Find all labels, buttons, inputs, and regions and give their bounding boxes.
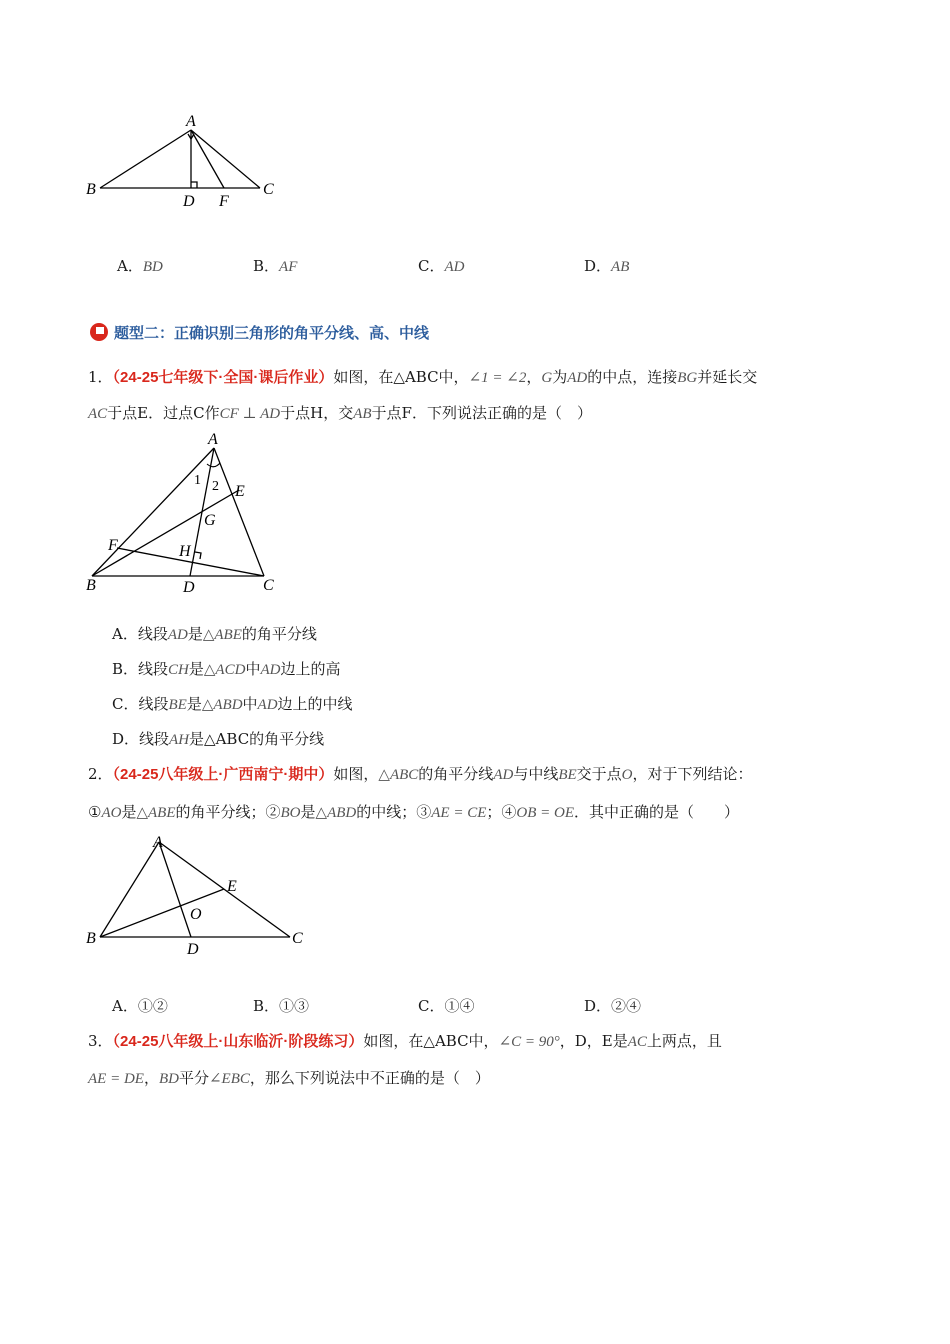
- option-math: △ABD: [201, 697, 243, 713]
- fig3-label-o: O: [190, 906, 202, 923]
- option-text: 边上的中线: [277, 695, 353, 713]
- option-math: AD: [257, 697, 278, 713]
- q2-line-1: [88, 763, 753, 784]
- q2-math: OB = OE: [516, 805, 575, 821]
- fig2-label-g: G: [204, 512, 216, 529]
- fig3-label-e: E: [227, 878, 237, 895]
- q3-source: （24-25八年级上·山东临沂·阶段练习）: [112, 1033, 364, 1050]
- top-option-d[interactable]: [584, 255, 629, 276]
- option-math: △ACD: [203, 662, 246, 678]
- fig1-label-c: C: [263, 181, 274, 198]
- q1-option-a[interactable]: [112, 623, 317, 644]
- fig3-label-c: C: [292, 930, 303, 947]
- q3-math: AE = DE: [88, 1071, 144, 1087]
- q1-number: 1．: [88, 368, 113, 386]
- flag-icon: [90, 323, 108, 341]
- fig1-label-f: F: [219, 193, 229, 210]
- q1-text: 于点F．下列说法正确的是（ ）: [371, 404, 592, 422]
- fig1-label-a: A: [186, 113, 196, 130]
- fig2-label-1: 1: [194, 473, 201, 488]
- q2-math: BE: [558, 767, 577, 783]
- q2-math: O: [621, 767, 633, 783]
- q1-text: 于点H，交: [280, 404, 354, 422]
- q1-option-c[interactable]: [112, 693, 353, 714]
- q3-math: AC: [627, 1034, 647, 1050]
- q2-option-a[interactable]: A．①②: [112, 997, 168, 1015]
- q3-text: ，: [143, 1069, 159, 1087]
- q1-text: 的中点，连接: [587, 368, 678, 386]
- option-text: 中: [242, 695, 258, 713]
- q2-option-c[interactable]: C．①④: [418, 997, 475, 1015]
- q2-text: ，对于下列结论：: [632, 765, 753, 783]
- q1-math: AD: [567, 370, 588, 386]
- fig2-label-d: D: [183, 579, 195, 596]
- q2-text: 的角平分线；②: [175, 803, 281, 821]
- option-value: AB: [611, 259, 630, 275]
- q1-math: ∠1 = ∠2: [468, 370, 527, 386]
- fig2-label-e: E: [235, 483, 245, 500]
- fig2-label-2: 2: [212, 479, 219, 494]
- q1-text: 并延长交: [697, 368, 758, 386]
- q3-text: 平分: [178, 1069, 209, 1087]
- q3-line-1: [88, 1030, 722, 1051]
- fig1-label-b: B: [86, 181, 96, 198]
- option-math: AH: [169, 732, 190, 748]
- q1-math: BG: [677, 370, 698, 386]
- fig1-label-d: D: [183, 193, 195, 210]
- q2-text: 交于点: [576, 765, 622, 783]
- option-value: AD: [444, 259, 465, 275]
- option-text: 的角平分线: [241, 625, 317, 643]
- q2-math: AE = CE: [431, 805, 487, 821]
- option-value: AF: [279, 259, 298, 275]
- q1-source: （24-25七年级下·全国·课后作业）: [112, 369, 334, 386]
- option-label: A．: [117, 257, 143, 275]
- q3-line-2: [88, 1067, 490, 1088]
- q3-math: BD: [158, 1071, 179, 1087]
- section-title: 题型二：正确识别三角形的角平分线、高、中线: [114, 325, 430, 342]
- option-math: AD: [260, 662, 281, 678]
- q3-number: 3．: [88, 1032, 113, 1050]
- q2-number: 2．: [88, 765, 113, 783]
- top-option-b[interactable]: [253, 255, 297, 276]
- q2-option-d[interactable]: D．②④: [584, 997, 642, 1015]
- fig2-label-h: H: [179, 543, 191, 560]
- fig2-label-f: F: [108, 537, 118, 554]
- top-option-a[interactable]: [117, 255, 163, 276]
- q3-math: ∠EBC: [208, 1071, 250, 1087]
- q1-text: 为: [552, 368, 568, 386]
- q1-line-2: [88, 402, 592, 423]
- q1-text: ，: [526, 368, 542, 386]
- option-text: 中: [245, 660, 261, 678]
- q3-text: 如图，在△ABC中，: [363, 1032, 499, 1050]
- option-label: C．: [418, 257, 445, 275]
- q1-option-b[interactable]: [112, 658, 340, 679]
- q2-text: 与中线: [513, 765, 559, 783]
- q2-text: ；④: [486, 803, 517, 821]
- q2-text: 的角平分线: [418, 765, 494, 783]
- q2-math: △ABE: [136, 805, 176, 821]
- fig3-label-b: B: [86, 930, 96, 947]
- q3-text: ，D，E是: [559, 1032, 628, 1050]
- fig2-label-c: C: [263, 577, 274, 594]
- figure-q2: [80, 830, 320, 960]
- option-label: D．: [584, 257, 612, 275]
- option-math: BE: [168, 697, 187, 713]
- q2-math: AD: [493, 767, 514, 783]
- q1-math: G: [541, 370, 553, 386]
- top-option-c[interactable]: [418, 255, 464, 276]
- q1-text: 于点E．过点C作: [107, 404, 220, 422]
- fig2-label-b: B: [86, 577, 96, 594]
- q2-math: AO: [101, 805, 122, 821]
- option-text: 是: [186, 695, 202, 713]
- q3-text: 上两点，且: [646, 1032, 722, 1050]
- fig2-label-a: A: [208, 431, 218, 448]
- q1-math: AC: [88, 406, 108, 422]
- q1-text: 如图，在△ABC中，: [333, 368, 469, 386]
- q1-math: AB: [353, 406, 372, 422]
- section-heading: [90, 322, 429, 343]
- option-value: BD: [142, 259, 163, 275]
- q2-option-b[interactable]: B．①③: [253, 997, 310, 1015]
- q2-text: 如图，: [333, 765, 379, 783]
- option-text: 是: [188, 660, 204, 678]
- q2-math: △ABC: [378, 767, 419, 783]
- fig3-label-d: D: [187, 941, 199, 958]
- fig3-label-a: A: [153, 834, 163, 851]
- option-label: B．: [253, 257, 280, 275]
- option-math: △ABE: [202, 627, 242, 643]
- q1-math: CF ⊥ AD: [219, 406, 281, 422]
- q2-line-2: [88, 801, 739, 822]
- q3-math: ∠C = 90°: [498, 1034, 560, 1050]
- q2-source: （24-25八年级上·广西南宁·期中）: [112, 766, 334, 783]
- q1-line-1: [88, 366, 757, 387]
- option-label: B．线段: [112, 660, 169, 678]
- option-math: AD: [167, 627, 188, 643]
- q2-text: 是: [121, 803, 137, 821]
- figure-q1: [80, 430, 290, 600]
- option-math: CH: [168, 662, 189, 678]
- q2-math: BO: [280, 805, 301, 821]
- option-label: A．线段: [112, 625, 168, 643]
- option-label: D．线段: [112, 730, 170, 748]
- q3-text: ，那么下列说法中不正确的是（ ）: [249, 1069, 490, 1087]
- figure-1: [80, 112, 290, 212]
- q2-text: ．其中正确的是（ ）: [574, 803, 740, 821]
- q2-math: △ABD: [315, 805, 357, 821]
- q2-text: 是: [300, 803, 316, 821]
- q2-text: 的中线；③: [356, 803, 432, 821]
- q2-text: ①: [88, 803, 102, 821]
- option-label: C．线段: [112, 695, 169, 713]
- option-text: 是△ABC的角平分线: [189, 730, 325, 748]
- q1-option-d[interactable]: [112, 728, 324, 749]
- option-text: 是: [187, 625, 203, 643]
- option-text: 边上的高: [280, 660, 341, 678]
